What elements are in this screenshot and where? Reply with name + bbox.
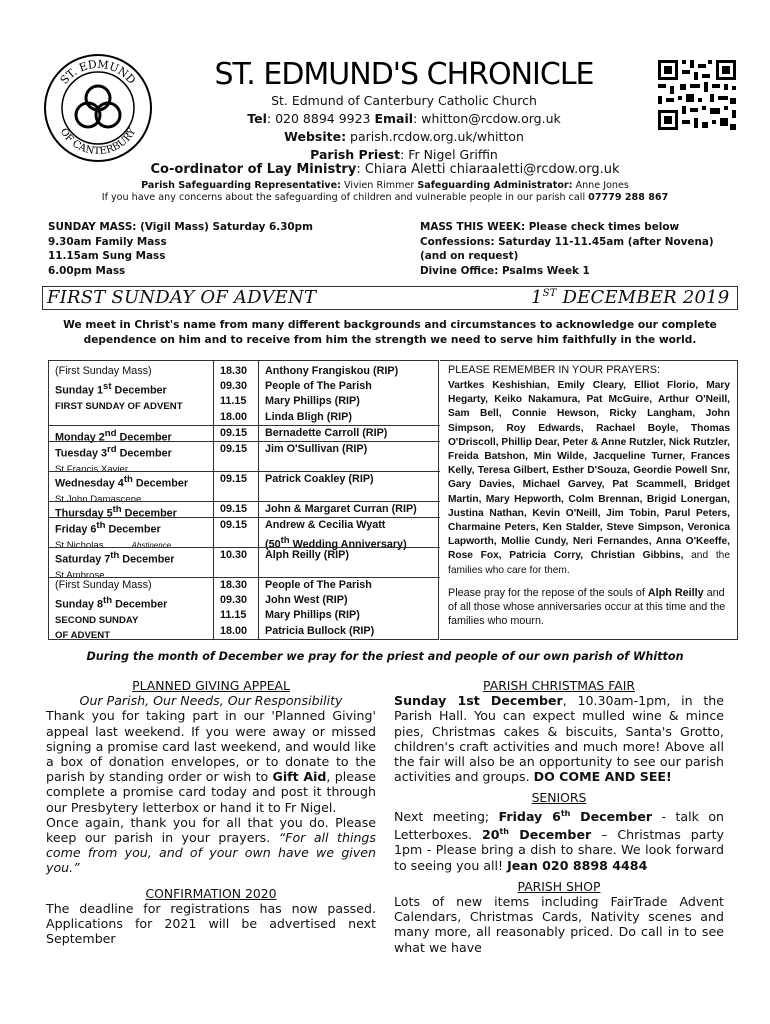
mass-line: (and on request) <box>420 250 519 262</box>
banner-day: 1 <box>531 287 543 308</box>
day-label: Sunday 1st December <box>55 381 167 397</box>
confirmation-paragraph: The deadline for registrations has now passed. Applications for 2021 will be advertised next September <box>46 900 376 947</box>
mass-line: 6.00pm Mass <box>48 264 126 277</box>
website-line <box>160 128 648 146</box>
shop-paragraph: Lots of new items including FairTrade Advent Calendars, Christmas Cards, Nativity scenes and many more, all reasonably priced. Do call in to see what we have <box>394 894 724 955</box>
feast-name: FIRST SUNDAY OF ADVENT <box>55 401 183 412</box>
table-cell-intention: Andrew & Cecilia Wyatt (50th Wedding Anniversary) <box>265 519 407 551</box>
prayer-heading: PLEASE REMEMBER IN YOUR PRAYERS: <box>448 364 660 376</box>
table-cell-time: 09.15 <box>220 519 248 531</box>
concerns-text: If you have any concerns about the safeguarding of children and vulnerable people in our parish call <box>101 192 589 203</box>
mass-schedule-table <box>48 360 439 640</box>
table-cell-intention: Bernadette Carroll (RIP) <box>265 427 388 439</box>
banner-month-year: DECEMBER 2019 <box>556 287 730 308</box>
table-cell-day <box>55 364 183 414</box>
section-heading-shop: PARISH SHOP <box>517 878 601 894</box>
section-heading-confirmation: CONFIRMATION 2020 <box>145 885 277 901</box>
giving-thanks: Once again, thank you for all that you do. Please keep our parish in your prayers. “For all things come from you, and of your own have we given you.” <box>46 814 376 876</box>
coordinator-label: Co-ordinator of Lay Ministry <box>150 162 357 177</box>
parish-logo <box>42 52 154 164</box>
section-heading-fair: PARISH CHRISTMAS FAIR <box>483 678 635 693</box>
table-cell-time: 09.15 <box>220 473 248 485</box>
website-link[interactable]: parish.rcdow.org.uk/whitton <box>346 129 524 144</box>
prayer-list-box <box>440 360 738 640</box>
right-column <box>394 678 724 955</box>
table-cell-intention: John & Margaret Curran (RIP) <box>265 503 417 515</box>
coordinator-line <box>0 162 770 177</box>
section-heading-giving: PLANNED GIVING APPEAL <box>132 678 290 693</box>
tel-label: Tel <box>247 111 267 126</box>
table-cell-intention: Jim O'Sullivan (RIP) <box>265 443 368 455</box>
table-cell-day: (First Sunday Mass) Sunday 8th December SECOND SUNDAY OF ADVENT <box>55 579 168 642</box>
priest-label: Parish Priest <box>310 147 401 162</box>
seniors-paragraph: Next meeting; Friday 6th December - talk on Letterboxes. 20th December – Christmas party 1pm - Please bring a dish to share. We look forward to seeing you all! Jean 020 8898 4484 <box>394 808 725 873</box>
table-cell-time: 18.30 09.30 11.15 18.00 <box>220 579 248 637</box>
mass-line: Divine Office: Psalms Week 1 <box>420 264 590 277</box>
table-cell-time: 09.15 <box>220 503 248 515</box>
concerns-phone: 07779 288 867 <box>588 192 669 203</box>
qr-code-icon <box>654 56 740 134</box>
safeguarding-rep: Vivien Rimmer <box>341 180 418 191</box>
welcome-statement: We meet in Christ's name from many different backgrounds and circumstances to acknowledge our complete dependence on him and to receive from him the strength we need to serve him faithfully in the world. <box>63 319 717 346</box>
table-cell-intention: People of The Parish John West (RIP) Mary Phillips (RIP) Patricia Bullock (RIP) <box>265 579 375 637</box>
header <box>160 58 648 164</box>
logo-top-text: ST. EDMUND <box>57 57 139 87</box>
banner-day-suffix: ST <box>542 288 557 299</box>
section-heading-seniors: SENIORS <box>531 790 587 806</box>
giving-paragraph: Thank you for taking part in our 'Planned Giving' appeal last weekend. If you were away or missed signing a promise card last weekend, and would like a box of donation envelopes, or to donate to the parish by standing order or wish to Gift Aid, please complete a promise card today and post it through our Presbytery letterbox or hand it to Fr Nigel. <box>46 708 376 815</box>
safeguarding-admin-label: Safeguarding Administrator: <box>417 180 573 191</box>
safeguarding-admin: Anne Jones <box>572 180 629 191</box>
church-name: St. Edmund of Canterbury Catholic Church <box>271 93 537 108</box>
table-cell-time: 18.30 09.30 11.15 18.00 <box>220 365 248 423</box>
safeguarding-rep-label: Parish Safeguarding Representative: <box>141 180 341 191</box>
priest-value: : Fr Nigel Griffin <box>400 147 498 162</box>
table-cell-intention: Anthony Frangiskou (RIP) People of The Parish Mary Phillips (RIP) Linda Bligh (RIP) <box>265 365 399 423</box>
tel-value: : 020 8894 9923 <box>266 111 375 126</box>
mass-line: 9.30am Family Mass <box>48 235 167 248</box>
table-cell-day: Thursday 5th December <box>55 504 177 520</box>
logo-bottom-text: OF CANTERBURY <box>57 126 139 158</box>
liturgical-banner <box>42 286 738 310</box>
left-column <box>46 678 376 946</box>
safeguarding-block <box>0 180 770 204</box>
table-cell-time: 10.30 <box>220 549 248 561</box>
table-cell-intention: Patrick Coakley (RIP) <box>265 473 374 485</box>
repose-text: Please pray for the repose of the souls of Alph Reilly and of all those whose anniversaries occur at this time and the families who mourn. <box>448 586 726 628</box>
page-title: ST. EDMUND'S CHRONICLE <box>214 57 594 92</box>
day-note: (First Sunday Mass) <box>55 365 152 377</box>
website-label: Website: <box>284 129 347 144</box>
contact-line <box>160 110 648 128</box>
table-cell-day: Friday 6th December St Nicholas Abstinence <box>55 520 172 551</box>
email-value[interactable]: : whitton@rcdow.org.uk <box>413 111 561 126</box>
fair-paragraph: Sunday 1st December, 10.30am-1pm, in the Parish Hall. You can expect mulled wine & mince pies, Christmas cakes & biscuits, Santa's Grotto, children's craft activities and much more! Above all the fair will also be an opportunity to see our parish activities and groups. DO COME AND SEE! <box>394 693 724 785</box>
safeguarding-line <box>0 180 770 192</box>
december-intention: During the month of December we pray for the priest and people of our own parish of Whitton <box>86 650 684 663</box>
mass-line: MASS THIS WEEK: Please check times below <box>420 221 680 233</box>
coordinator-value: : Chiara Aletti chiaraaletti@rcdow.org.uk <box>356 162 620 177</box>
sunday-mass-times <box>48 220 313 278</box>
table-cell-intention: Alph Reilly (RIP) <box>265 549 349 561</box>
banner-feast: FIRST SUNDAY OF ADVENT <box>47 287 317 308</box>
table-cell-day: Wednesday 4th December St John Damascene <box>55 474 189 505</box>
mass-line: 11.15am Sung Mass <box>48 250 166 262</box>
table-cell-time: 09.15 <box>220 443 248 455</box>
table-cell-day: Tuesday 3rd December St Francis Xavier <box>55 444 172 475</box>
mass-line: SUNDAY MASS: (Vigil Mass) Saturday 6.30pm <box>48 221 313 233</box>
table-cell-day: Saturday 7th December St Ambrose <box>55 550 175 581</box>
giving-subtitle: Our Parish, Our Needs, Our Responsibility <box>79 693 343 709</box>
week-mass-info <box>420 220 714 278</box>
banner-date <box>531 287 729 309</box>
table-cell-day: Monday 2nd December <box>55 428 172 444</box>
email-label: Email <box>374 111 414 126</box>
prayer-names: Vartkes Keshishian, Emily Cleary, Elliot Florio, Mary Hegarty, Keiko Nakamura, Pat McGuire, Arthur O'Neill, Sam Bell, Connie Hewson, Ricky Langham, John Simpson, Roy Edwards, Rachael Boyle, Thomas O'Driscoll, Phillip Dear, Peter & Anne Rutzler, Nick Rutzler, Freida Batshon, Min Wilde, Jacqueline Turner, Frances Kelly, Teresa Gilbert, Esther D'Souza, Geordie Powell Snr, Gary Davies, Michael Garvey, Pat Scammell, Bridget Martin, Mary Hepworth, Colm Brennan, Brigid Lonergan, Justina Nathan, Kevin O'Neill, Jim Tobin, Parul Peters, Charmaine Peters, Ken Stalder, Steve Simpson, Veronica Lapworth, Mollie Cundy, Neri Fernandes, Anna O'Keeffe, Rose Fox, Patricia Corry, Christian Gibbins, and the families who care for them. <box>448 380 730 576</box>
concerns-line <box>0 192 770 204</box>
table-cell-time: 09.15 <box>220 427 248 439</box>
mass-line: Confessions: Saturday 11-11.45am (after Novena) <box>420 235 714 248</box>
